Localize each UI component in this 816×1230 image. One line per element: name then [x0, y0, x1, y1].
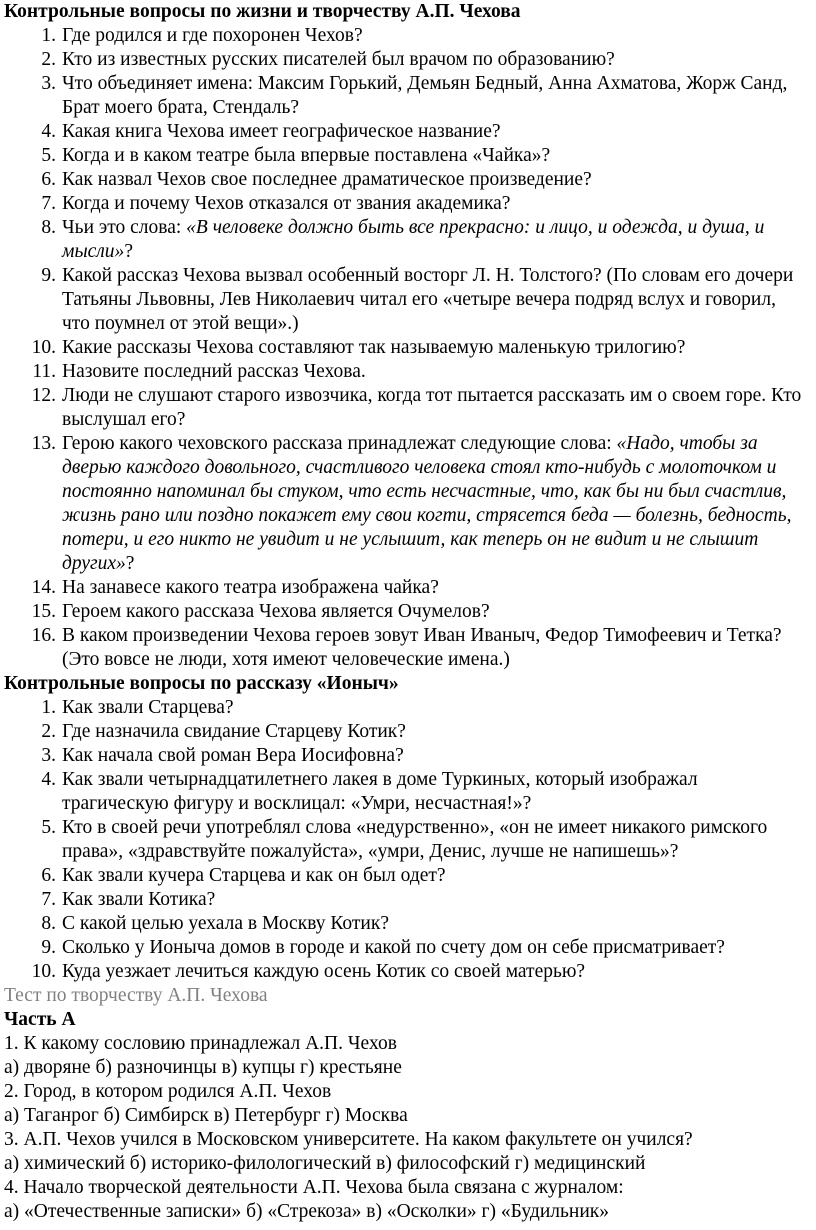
question-item — [4, 144, 812, 168]
question-number: 2. — [41, 721, 56, 742]
question-number: 2. — [41, 49, 56, 70]
question-item — [4, 24, 812, 48]
question-text-part: Куда уезжает лечиться каждую осень Котик со своей матерью? — [62, 961, 586, 982]
question-text — [62, 768, 812, 816]
question-number: 5. — [41, 817, 56, 838]
test-answer-options: а) Таганрог б) Симбирск в) Петербург г) Москва — [4, 1105, 408, 1126]
question-number: 7. — [41, 193, 56, 214]
question-text-part: Как назвал Чехов свое последнее драматическое произведение? — [62, 169, 592, 190]
question-text-part: Когда и почему Чехов отказался от звания академика? — [62, 193, 511, 214]
question-item — [4, 816, 812, 864]
question-text — [62, 264, 812, 336]
question-number: 7. — [41, 889, 56, 910]
test-answer-options: а) дворяне б) разночинцы в) купцы г) крестьяне — [4, 1057, 402, 1078]
question-item — [4, 936, 812, 960]
test-question-block — [4, 1032, 812, 1224]
test-question: 4. Начало творческой деятельности А.П. Чехова была связана с журналом: — [4, 1177, 624, 1198]
question-number: 15. — [31, 601, 56, 622]
question-text — [62, 72, 812, 120]
quoted-text: «В человеке должно быть все прекрасно: и лицо, и одежда, и душа, и мысли» — [62, 217, 765, 262]
question-text-part: Как звали Старцева? — [62, 697, 234, 718]
question-number: 6. — [41, 169, 56, 190]
test-question: 3. А.П. Чехов учился в Московском университете. На каком факультете он учился? — [4, 1129, 693, 1150]
question-item — [4, 264, 812, 336]
question-text-part: Где назначила свидание Старцеву Котик? — [62, 721, 406, 742]
question-text — [62, 888, 812, 912]
question-text — [62, 336, 812, 360]
question-number: 4. — [41, 769, 56, 790]
question-text-part: Какой рассказ Чехова вызвал особенный восторг Л. Н. Толстого? (По словам его дочери Татьяны Львовны, Лев Николаевич читал его «четыре вечера подряд вслух и говорил, что поумнел от этой вещи».) — [62, 265, 794, 334]
question-number: 11. — [32, 361, 56, 382]
question-text-part: Кто в своей речи употреблял слова «недурственно», «он не имеет никакого римского права», «здравствуйте пожалуйста», «умри, Денис, лучше не напишешь»? — [62, 817, 768, 862]
section2-question-list — [4, 696, 812, 984]
question-text-part: Люди не слушают старого извозчика, когда тот пытается рассказать им о своем горе. Кто выслушал его? — [62, 385, 802, 430]
question-number: 6. — [41, 865, 56, 886]
question-item — [4, 864, 812, 888]
question-item — [4, 48, 812, 72]
question-item — [4, 768, 812, 816]
question-text — [62, 576, 812, 600]
question-text-part: Как звали Котика? — [62, 889, 216, 910]
question-item — [4, 384, 812, 432]
question-text-part: В каком произведении Чехова героев зовут Иван Иваныч, Федор Тимофеевич и Тетка? (Это вовсе не люди, хотя имеют человеческие имена.) — [62, 625, 782, 670]
question-text — [62, 168, 812, 192]
question-number: 10. — [31, 337, 56, 358]
question-item — [4, 192, 812, 216]
question-text — [62, 960, 812, 984]
question-number: 1. — [41, 697, 56, 718]
question-text — [62, 816, 812, 864]
question-item — [4, 744, 812, 768]
section1-question-list — [4, 24, 812, 672]
question-text-part: Кто из известных русских писателей был врачом по образованию? — [62, 49, 615, 70]
question-text-part: Героем какого рассказа Чехова является Очумелов? — [62, 601, 490, 622]
question-item — [4, 912, 812, 936]
question-number: 12. — [31, 385, 56, 406]
test-question: 2. Город, в котором родился А.П. Чехов — [4, 1081, 332, 1102]
question-text — [62, 48, 812, 72]
section1-title: Контрольные вопросы по жизни и творчеству А.П. Чехова — [4, 1, 521, 22]
question-text-part: Какая книга Чехова имеет географическое название? — [62, 121, 501, 142]
question-item — [4, 432, 812, 576]
question-number: 5. — [41, 145, 56, 166]
question-item — [4, 960, 812, 984]
question-text — [62, 120, 812, 144]
section2-title: Контрольные вопросы по рассказу «Ионыч» — [4, 673, 399, 694]
question-item — [4, 336, 812, 360]
test-answer-options: а) химический б) историко-филологический в) философский г) медицинский — [4, 1153, 646, 1174]
test-title: Тест по творчеству А.П. Чехова — [4, 985, 268, 1006]
question-text — [62, 912, 812, 936]
quoted-text: «Надо, чтобы за дверью каждого довольного, счастливого человека стоял кто-нибудь с молоточком и постоянно напоминал бы стуком, что есть несчастные, что, как бы ни был счастлив, жизнь рано или поздно покажет ему свои когти, стрясется беда — болезнь, бедность, потери, и его никто не увидит и не услышит, как теперь он не видит и не слышит других» — [62, 433, 792, 574]
question-text-part: С какой целью уехала в Москву Котик? — [62, 913, 389, 934]
question-text-part: Герою какого чеховского рассказа принадлежат следующие слова: — [62, 433, 617, 454]
question-text — [62, 360, 812, 384]
question-number: 16. — [31, 625, 56, 646]
question-item — [4, 720, 812, 744]
question-text — [62, 144, 812, 168]
question-item — [4, 72, 812, 120]
test-answer-options: а) «Отечественные записки» б) «Стрекоза» в) «Осколки» г) «Будильник» — [4, 1201, 609, 1222]
question-number: 3. — [41, 73, 56, 94]
question-item — [4, 576, 812, 600]
question-text — [62, 624, 812, 672]
question-item — [4, 600, 812, 624]
question-number: 3. — [41, 745, 56, 766]
question-text-part: ? — [124, 241, 133, 262]
question-text — [62, 384, 812, 432]
question-number: 10. — [31, 961, 56, 982]
question-text — [62, 24, 812, 48]
question-item — [4, 216, 812, 264]
question-text-part: Когда и в каком театре была впервые поставлена «Чайка»? — [62, 145, 551, 166]
question-number: 9. — [41, 937, 56, 958]
question-text-part: Назовите последний рассказ Чехова. — [62, 361, 366, 382]
question-number: 8. — [41, 217, 56, 238]
question-item — [4, 624, 812, 672]
question-item — [4, 888, 812, 912]
question-number: 13. — [31, 433, 56, 454]
question-text-part: На занавесе какого театра изображена чайка? — [62, 577, 439, 598]
question-text-part: Где родился и где похоронен Чехов? — [62, 25, 363, 46]
question-text — [62, 216, 812, 264]
question-text-part: ? — [125, 553, 135, 574]
question-number: 9. — [41, 265, 56, 286]
question-item — [4, 120, 812, 144]
question-text — [62, 744, 812, 768]
question-text-part: Чьи это слова: — [62, 217, 187, 238]
question-text-part: Как начала свой роман Вера Иосифовна? — [62, 745, 404, 766]
question-text — [62, 864, 812, 888]
question-item — [4, 168, 812, 192]
question-text-part: Как звали четырнадцатилетнего лакея в доме Туркиных, который изображал трагическую фигуру и восклицал: «Умри, несчастная!»? — [62, 769, 698, 814]
question-text-part: Что объединяет имена: Максим Горький, Демьян Бедный, Анна Ахматова, Жорж Санд, Брат моего брата, Стендаль? — [62, 73, 788, 118]
question-number: 1. — [41, 25, 56, 46]
question-text — [62, 192, 812, 216]
question-text — [62, 720, 812, 744]
test-part-title: Часть А — [4, 1009, 76, 1030]
question-text — [62, 600, 812, 624]
question-text — [62, 696, 812, 720]
question-item — [4, 696, 812, 720]
question-text-part: Сколько у Ионыча домов в городе и какой по счету дом он себе присматривает? — [62, 937, 725, 958]
question-item — [4, 360, 812, 384]
question-text — [62, 936, 812, 960]
test-question: 1. К какому сословию принадлежал А.П. Чехов — [4, 1033, 397, 1054]
question-text — [62, 432, 812, 576]
question-text-part: Какие рассказы Чехова составляют так называемую маленькую трилогию? — [62, 337, 686, 358]
question-number: 14. — [31, 577, 56, 598]
question-number: 4. — [41, 121, 56, 142]
question-number: 8. — [41, 913, 56, 934]
question-text-part: Как звали кучера Старцева и как он был одет? — [62, 865, 446, 886]
